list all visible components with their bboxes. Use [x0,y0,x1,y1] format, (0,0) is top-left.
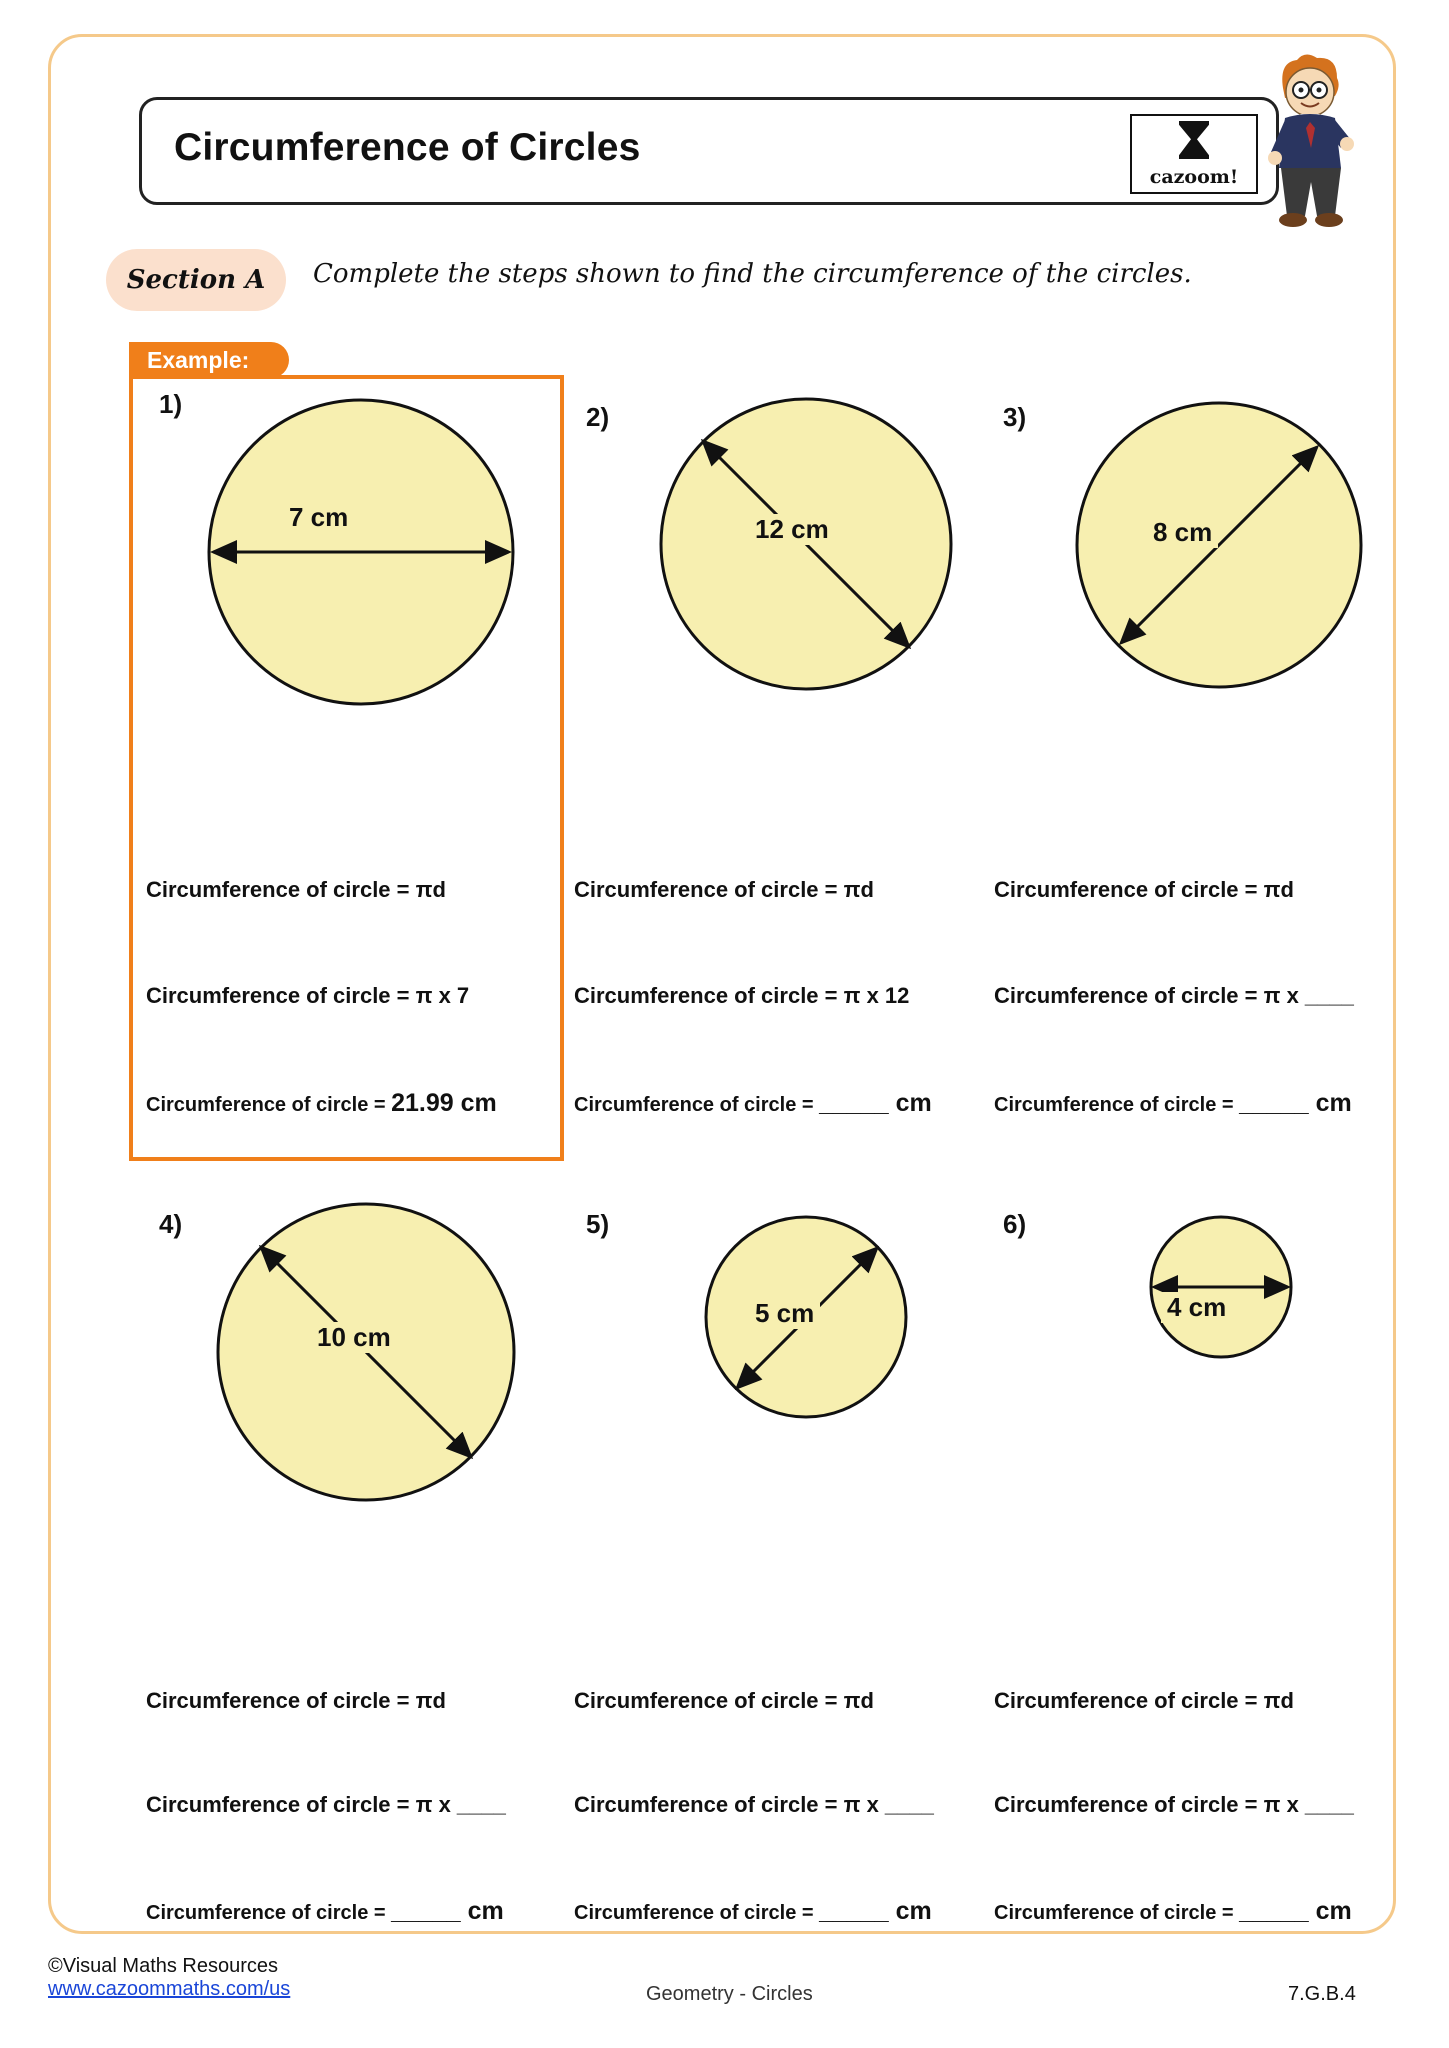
formula-line-3-3-prefix: Circumference of circle = [994,1094,1240,1116]
formula-line-6-3-prefix: Circumference of circle = [994,1902,1240,1924]
question-number-1: 1) [159,389,183,419]
formula-line-6-3 [994,1897,1352,1926]
question-number-3: 3) [1003,402,1027,432]
circle-diagram-5 [701,1212,911,1427]
question-number-2: 2) [586,402,610,432]
footer-website-link[interactable]: www.cazoommaths.com/us [48,1978,291,2000]
formula-line-6-1: Circumference of circle = πd [994,1688,1294,1713]
diameter-label-2: 12 cm [749,514,835,545]
cazoom-logo [1130,114,1258,194]
worksheet-page [48,34,1396,1934]
footer-topic: Geometry - Circles [646,1983,813,2005]
diameter-label-4: 10 cm [311,1322,397,1353]
diameter-label-3: 8 cm [1147,517,1218,548]
footer-standard-code: 7.G.B.4 [1288,1983,1356,2005]
formula-line-5-1: Circumference of circle = πd [574,1688,874,1713]
formula-line-6-2: Circumference of circle = π x ____ [994,1792,1354,1817]
formula-line-5-2: Circumference of circle = π x ____ [574,1792,934,1817]
circle-diagram-1 [201,392,521,717]
title-box [139,97,1279,205]
section-instruction: Complete the steps shown to find the circumference of the circles. [313,259,1192,289]
example-label: Example: [147,347,250,373]
formula-line-3-3 [994,1089,1352,1118]
formula-line-1-3-prefix: Circumference of circle = [146,1094,392,1116]
question-number-6: 6) [1003,1209,1027,1239]
formula-line-3-1: Circumference of circle = πd [994,877,1294,902]
formula-line-1-2: Circumference of circle = π x 7 [146,983,470,1008]
formula-line-5-3 [574,1897,932,1926]
answer-value-2: _____ cm [819,1089,932,1117]
formula-line-4-1: Circumference of circle = πd [146,1688,446,1713]
answer-value-5: _____ cm [819,1897,932,1925]
formula-line-4-3 [146,1897,504,1926]
hourglass-icon [1179,121,1209,159]
page-title: Circumference of Circles [174,126,641,169]
footer-copyright: ©Visual Maths Resources [48,1955,279,1977]
logo-text: cazoom! [1149,166,1239,188]
formula-line-3-2: Circumference of circle = π x ____ [994,983,1354,1008]
circle-diagram-6 [1146,1212,1296,1367]
section-label: Section A [126,265,266,295]
circle-diagram-4 [211,1197,521,1512]
section-badge [106,249,286,311]
formula-line-2-1: Circumference of circle = πd [574,877,874,902]
answer-value-4: _____ cm [391,1897,504,1925]
answer-value-3: _____ cm [1239,1089,1352,1117]
circle-diagram-2 [651,389,961,704]
formula-line-2-2: Circumference of circle = π x 12 [574,983,910,1008]
diameter-label-6: 4 cm [1161,1292,1232,1323]
formula-line-4-3-prefix: Circumference of circle = [146,1902,392,1924]
diameter-label-5: 5 cm [749,1298,820,1329]
answer-value-1: 21.99 cm [391,1089,497,1117]
question-number-5: 5) [586,1209,610,1239]
mascot-illustration [1255,48,1365,238]
formula-line-5-3-prefix: Circumference of circle = [574,1902,820,1924]
formula-line-1-1: Circumference of circle = πd [146,877,446,902]
formula-line-2-3 [574,1089,932,1118]
formula-line-1-3 [146,1089,497,1118]
example-tab [129,342,289,378]
answer-value-6: _____ cm [1239,1897,1352,1925]
question-number-4: 4) [159,1209,183,1239]
diameter-label-1: 7 cm [283,502,354,533]
formula-line-2-3-prefix: Circumference of circle = [574,1094,820,1116]
circle-diagram-3 [1069,395,1369,700]
formula-line-4-2: Circumference of circle = π x ____ [146,1792,506,1817]
footer-credit [48,1955,290,2001]
